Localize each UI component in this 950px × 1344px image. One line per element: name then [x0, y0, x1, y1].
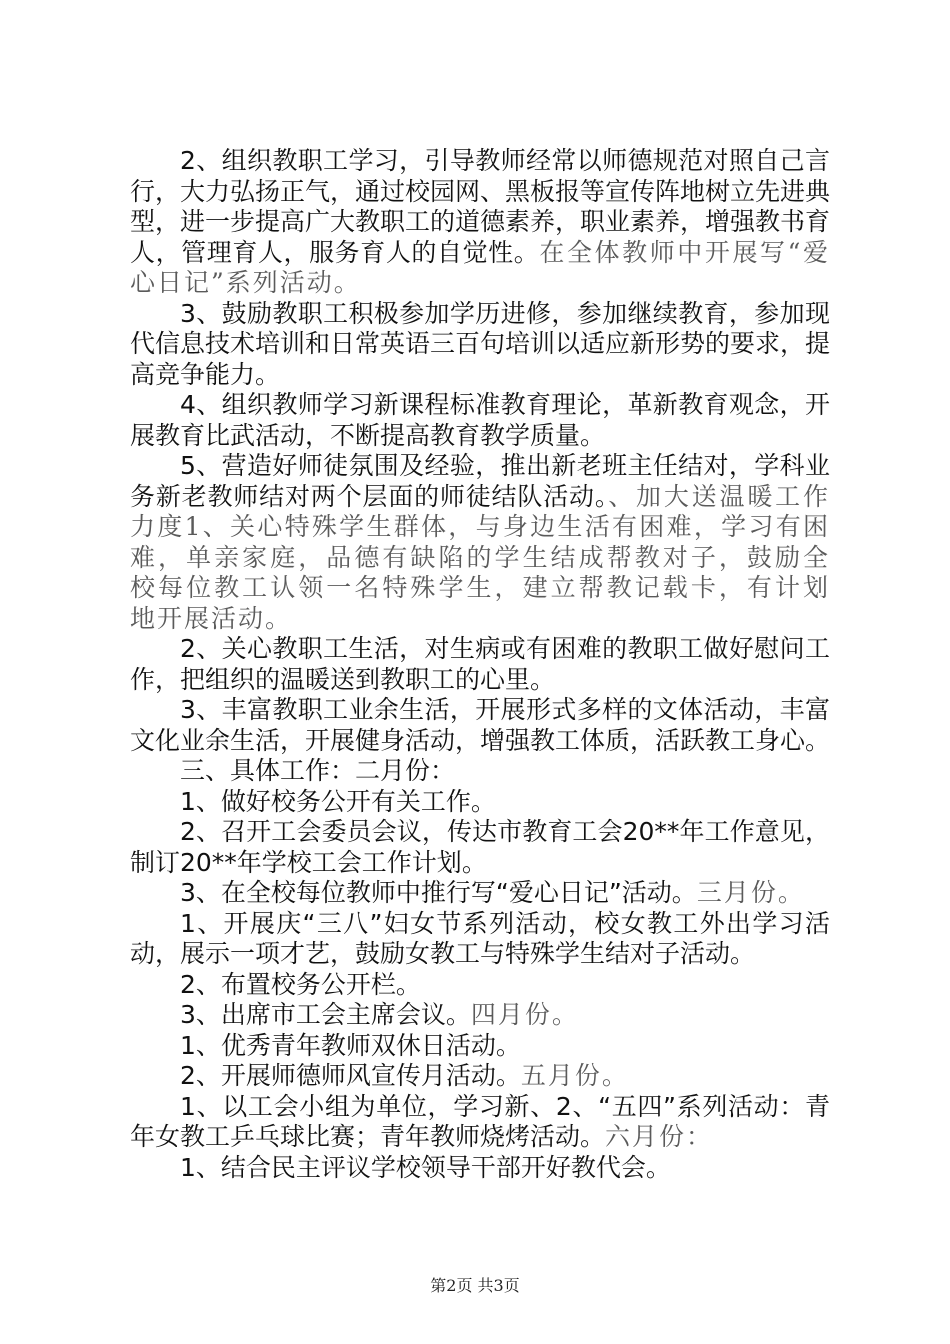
paragraph-16 — [130, 1092, 830, 1153]
paragraph-7-text: 三、具体工作：二月份： — [180, 756, 456, 785]
paragraph-16-light-text: 六月份： — [605, 1122, 714, 1151]
paragraph-1-text: 2、组织教职工学习，引导教师经常以师德规范对照自己言行，大力弘扬正气，通过校园网、黑板报等宣传阵地树立先进典型，进一步提高广大教职工的道德素养，职业素养，增强教书育人，管理育人，服务育人的自觉性。 — [130, 146, 831, 267]
paragraph-5 — [130, 634, 830, 695]
paragraph-10 — [130, 878, 830, 909]
paragraph-3 — [130, 390, 830, 451]
paragraph-7 — [130, 756, 830, 787]
paragraph-8-text: 1、做好校务公开有关工作。 — [180, 786, 496, 816]
paragraph-2 — [130, 299, 830, 391]
paragraph-11 — [130, 909, 830, 970]
paragraph-6-text: 3、丰富教职工业余生活，开展形式多样的文体活动，丰富文化业余生活，开展健身活动，增强教工体质，活跃教工身心。 — [130, 695, 831, 755]
paragraph-4-text: 5、营造好师徒氛围及经验，推出新老班主任结对，学科业务新老教师结对两个层面的师徒结队活动。 — [130, 451, 830, 511]
paragraph-9-text: 2、召开工会委员会议，传达市教育工会20**年工作意见，制订20**年学校工会工作计划。 — [130, 817, 830, 877]
paragraph-15 — [130, 1061, 830, 1092]
paragraph-5-text: 2、关心教职工生活，对生病或有困难的教职工做好慰问工作，把组织的温暖送到教职工的心里。 — [130, 634, 830, 694]
paragraph-4-light-text: 、加大送温暖工作力度1、关心特殊学生群体，与身边生活有困难，学习有困难，单亲家庭，品德有缺陷的学生结成帮教对子，鼓励全校每位教工认领一名特殊学生，建立帮教记载卡，有计划地开展活动。 — [130, 481, 830, 633]
paragraph-1 — [130, 146, 830, 299]
paragraph-11-text: 1、开展庆“三八”妇女节系列活动，校女教工外出学习活动，展示一项才艺，鼓励女教工与特殊学生结对子活动。 — [130, 908, 830, 968]
paragraph-4 — [130, 451, 830, 634]
paragraph-1-light-text: 在全体教师中开展写“爱心日记”系列活动。 — [130, 237, 830, 297]
paragraph-2-text: 3、鼓励教职工积极参加学历进修，参加继续教育，参加现代信息技术培训和日常英语三百句培训以适应新形势的要求，提高竞争能力。 — [130, 298, 831, 389]
paragraph-14 — [130, 1031, 830, 1062]
paragraph-3-text: 4、组织教师学习新课程标准教育理论，革新教育观念，开展教育比武活动，不断提高教育教学质量。 — [130, 390, 830, 450]
paragraph-15-text: 2、开展师德师风宣传月活动。 — [180, 1061, 521, 1090]
paragraph-16-text: 1、以工会小组为单位，学习新、2、“五四”系列活动：青年女教工乒乓球比赛；青年教师烧烤活动。 — [130, 1091, 830, 1151]
paragraph-14-text: 1、优秀青年教师双休日活动。 — [180, 1030, 521, 1060]
page-footer: 第2页 共3页 — [430, 1276, 520, 1295]
paragraph-13-light-text: 四月份。 — [470, 1000, 579, 1029]
document-body — [130, 146, 830, 1183]
paragraph-13 — [130, 1000, 830, 1031]
paragraph-17 — [130, 1153, 830, 1184]
paragraph-12-text: 2、布置校务公开栏。 — [180, 969, 421, 999]
paragraph-6 — [130, 695, 830, 756]
paragraph-10-light-text: 三月份。 — [696, 878, 805, 907]
paragraph-17-text: 1、结合民主评议学校领导干部开好教代会。 — [180, 1152, 671, 1182]
paragraph-15-light-text: 五月份。 — [520, 1061, 629, 1090]
paragraph-12 — [130, 970, 830, 1001]
paragraph-8 — [130, 787, 830, 818]
paragraph-13-text: 3、出席市工会主席会议。 — [180, 1000, 471, 1029]
paragraph-10-text: 3、在全校每位教师中推行写“爱心日记”活动。 — [180, 878, 697, 907]
paragraph-9 — [130, 817, 830, 878]
